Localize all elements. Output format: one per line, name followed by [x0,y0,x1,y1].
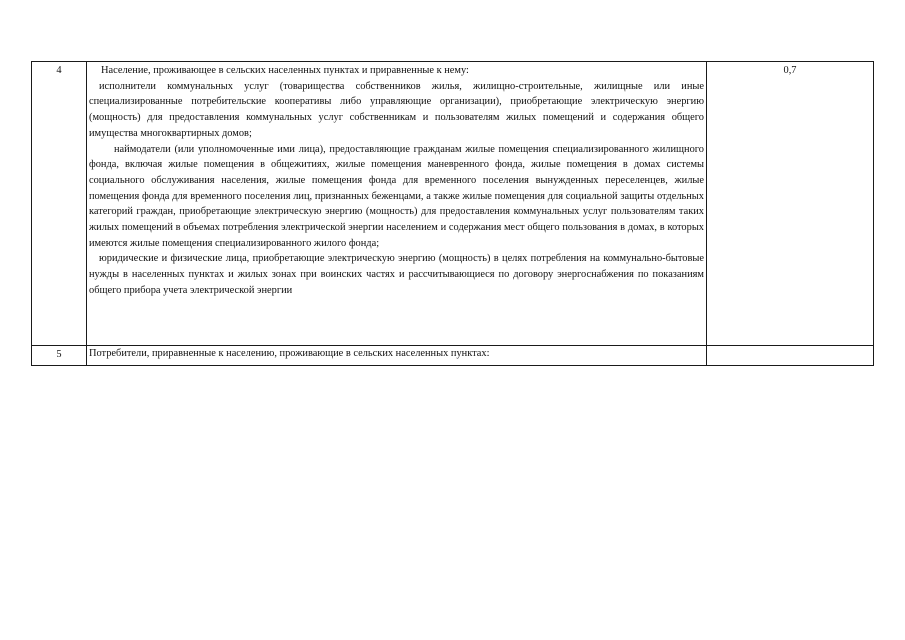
tariff-table [31,61,874,366]
row-description: Потребители, приравненные к населению, проживающие в сельских населенных пунктах: [87,346,707,366]
row-number: 5 [32,346,87,366]
table-row [32,62,874,346]
description-paragraph: наймодатели (или уполномоченные ими лица), предоставляющие гражданам жилые помещения специализированного жилищного фонда, включая жилые помещения в общежитиях, жилые помещения маневренного фонда, жилые помещения в домах системы социального обслуживания населения, жилые помещения фонда для временного поселения вынужденных переселенцев, жилые помещения фонда для временного поселения лиц, признанных беженцами, а также жилые помещения для социальной защиты отдельных категорий граждан, приобретающие электрическую энергию (мощность) для предоставления коммунальных услуг пользователям таких жилых помещений в объемах потребления электрической энергии населением и содержания мест общего пользования в домах, в которых имеются жилые помещения специализированного жилого фонда; [89,143,704,249]
row-description [87,62,707,346]
row-value [707,346,874,366]
table-row [32,346,874,366]
description-text-block [89,63,704,345]
row-number: 4 [32,62,87,346]
description-paragraph: исполнители коммунальных услуг (товарищества собственников жилья, жилищно-строительные, жилищные или иные специализированные потребительские кооперативы либо управляющие организации), приобретающие электрическую энергию (мощность) для предоставления коммунальных услуг собственникам и пользователям жилых помещений и содержания общего имущества многоквартирных домов; [89,80,704,139]
category-heading: Население, проживающее в сельских населенных пунктах и приравненные к нему: [101,65,469,76]
description-paragraph: юридические и физические лица, приобретающие электрическую энергию (мощность) в целях потребления на коммунально-бытовые нужды в населенных пунктах и жилых зонах при воинских частях и рассчитывающиеся по договору энергоснабжения по показаниям общего прибора учета электрической энергии [89,253,704,296]
row-value: 0,7 [707,62,874,346]
